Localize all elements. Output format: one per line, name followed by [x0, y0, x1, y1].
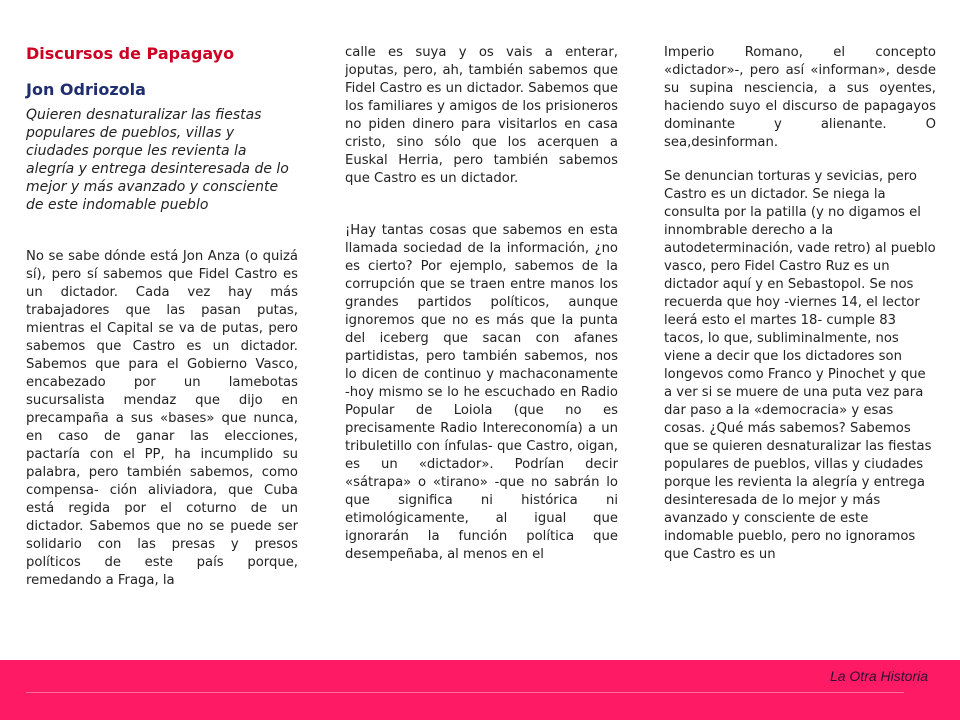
column-2 [345, 44, 618, 600]
body-paragraph: ¡Hay tantas cosas que sabemos en esta llamada sociedad de la información, ¿no es cierto? Por ejemplo, sabemos de la corrupción que se traen entre manos los grandes partidos políticos, aunque ignoremos que no es más que la punta del iceberg que sacan con afanes partidistas, pero también sabemos, nos lo dicen de continuo y machaconamente -hoy mismo se lo he escuchado en Radio Popular de Loiola (que no es precisamente Radio Intereconomía) a un tribuletillo con ínfulas- que Castro, oigan, es un «dictador». Podrían decir «sátrapa» o «tirano» -que no sabrán lo que significa ni histórica ni etimológicamente, al igual que ignorarán la función política que desempeñaba, al menos en el [345, 223, 618, 562]
body-paragraph: No se sabe dónde está Jon Anza (o quizá sí), pero sí sabemos que Fidel Castro es un dictador. Cada vez hay más trabajadores que las pasan putas, mientras el Capital se va de putas, pero sabemos que Castro es un dictador. Sabemos que para el Gobierno Vasco, encabezado por un lamebotas sucursalista mendaz que dijo en precampaña a sus «bases» que nunca, en caso de ganar las elecciones, pactaría con el PP, ha incumplido su palabra, pero también sabemos, como compensa- ción aliviadora, que Cuba está regida por el coturno de un dictador. Sabemos que no se puede ser solidario con las presas y presos políticos de este país porque, remedando a Fraga, la [26, 249, 298, 588]
article-lead: Quieren desnaturalizar las fiestas populares de pueblos, villas y ciudades porque les revienta la alegría y entrega desinteresada de lo mejor y más avanzado y consciente de este indomable pueblo [26, 107, 289, 213]
footer-bar [0, 660, 960, 720]
column-1 [26, 44, 298, 588]
footer-label: La Otra Historia [829, 668, 928, 684]
article-author: Jon Odriozola [26, 80, 146, 99]
article-title: Discursos de Papagayo [26, 44, 235, 63]
body-paragraph: calle es suya y os vais a enterar, joputas, pero, ah, también sabemos que Fidel Castro es un dictador. Sabemos que los familiares y amigos de los prisioneros no piden dinero para visitarlos en casa cristo, sino sólo que los acerquen a Euskal Herria, pero también sabemos que Castro es un dictador. [345, 45, 618, 186]
footer-divider [26, 692, 904, 693]
column-3 [664, 44, 936, 600]
body-paragraph: Imperio Romano, el concepto «dictador»-, pero así «informan», desde su supina nesciencia, a sus oyentes, haciendo suyo el discurso de papagayos dominante y alienante. O sea,desinforman. [664, 45, 936, 150]
body-paragraph: Se denuncian torturas y sevicias, pero Castro es un dictador. Se niega la consulta por la patilla (y no digamos el innombrable derecho a la autodeterminación, vade retro) al pueblo vasco, pero Fidel Castro Ruz es un dictador aquí y en Sebastopol. Se nos recuerda que hoy -viernes 14, el lector leerá esto el martes 18- cumple 83 tacos, lo que, subliminalmente, nos viene a decir que los dictadores son longevos como Franco y Pinochet y que a ver si se muere de una puta vez para dar paso a la «democracia» y esas cosas. ¿Qué más sabemos? Sabemos que se quieren desnaturalizar las fiestas populares de pueblos, villas y ciudades porque les revienta la alegría y entrega desinteresada de lo mejor y más avanzado y consciente de este indomable pueblo, pero no ignoramos que Castro es un [664, 169, 936, 562]
